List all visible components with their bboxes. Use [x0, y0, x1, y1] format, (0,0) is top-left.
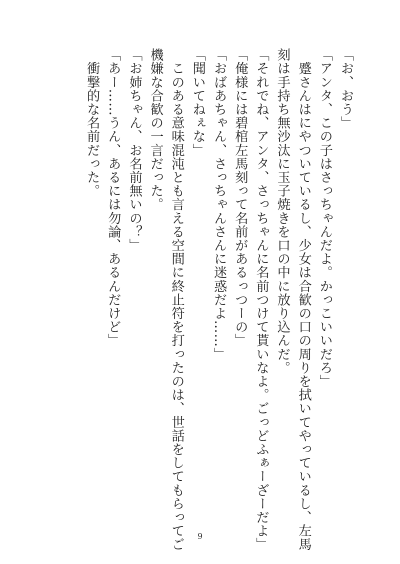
text-line: 「あー……うん、あるには勿論、あるんだけど」 — [105, 48, 121, 348]
text-line: 刻は手持ち無沙汰に玉子焼きを口の中に放り込んだ。 — [274, 48, 290, 375]
text-line: このある意味混沌とも言える空間に終止符を打ったのは、世話をしてもらってご — [168, 48, 184, 552]
text-line: 「おばあちゃん、さっちゃんさんに迷惑だよ……」 — [211, 48, 227, 361]
text-line: 機嫌な合歓の一言だった。 — [147, 48, 163, 212]
vertical-text-body — [81, 48, 356, 552]
page-number: 9 — [197, 532, 203, 541]
text-line: 「俺様には碧棺左馬刻って名前があるっつーの」 — [232, 48, 248, 348]
text-line: 「それでね、アンタ、さっちゃんに名前つけて貰いなよ。ごっどふぁーざーだよ」 — [253, 48, 269, 552]
text-line: 「お姉ちゃん、お名前無いの？」 — [126, 48, 142, 252]
text-line: 「アンタ、この子はさっちゃんだよ。かっこいいだろ」 — [316, 48, 332, 388]
text-line: 衝撃的な名前だった。 — [84, 48, 100, 198]
text-line: 「聞いてねぇな」 — [189, 48, 205, 157]
text-line: 蹙さんはにやついているし、少女は合歓の口の周りを拭いてやっているし、左馬 — [295, 48, 311, 552]
text-line: 「お、おう」 — [338, 48, 353, 130]
